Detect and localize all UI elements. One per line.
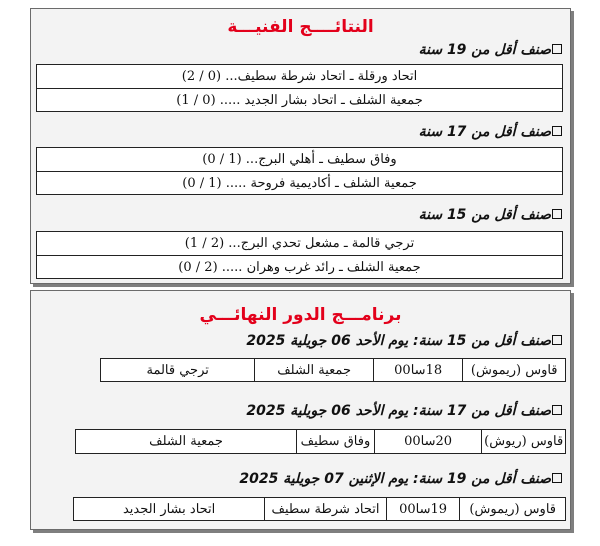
team-away-cell: ترجي قالمة — [146, 362, 209, 378]
result-row: وفاق سطيف ـ أهلي البرج... (1 / 0) — [202, 152, 397, 167]
category-heading: صنف أقل من 17 سنة — [419, 124, 562, 140]
results-panel — [30, 8, 571, 284]
result-row: اتحاد ورقلة ـ اتحاد شرطة سطيف... (0 / 2) — [181, 69, 418, 84]
time-cell: 20سا00 — [374, 430, 482, 453]
venue-cell: قاوس (ريموش) — [462, 359, 565, 381]
checkbox-icon — [552, 405, 562, 415]
result-table — [36, 147, 563, 195]
time-cell: 19سا00 — [386, 498, 460, 520]
result-row: جمعية الشلف ـ رائد غرب وهران ..... (2 / 0) — [37, 255, 562, 278]
team-home-cell: اتحاد شرطة سطيف — [264, 498, 386, 520]
venue-cell: قاوس (ريوش) — [481, 430, 565, 453]
team-home-cell: جمعية الشلف — [254, 359, 372, 381]
results-title: النتائــــج الفنيـــة — [227, 17, 374, 37]
result-row: جمعية الشلف ـ أكاديمية فروحة ..... (1 / 0) — [37, 171, 562, 194]
fixture-table — [100, 358, 566, 382]
venue-cell: قاوس (ريموش) — [459, 498, 565, 520]
time-cell: 18سا00 — [373, 359, 463, 381]
category-heading: صنف أقل من 15 سنة — [419, 207, 562, 223]
checkbox-icon — [552, 44, 562, 54]
final-round-panel — [30, 290, 571, 530]
checkbox-icon — [552, 473, 562, 483]
category-heading: صنف أقل من 19 سنة — [419, 42, 562, 58]
checkbox-icon — [552, 335, 562, 345]
category-heading: صنف أقل من 15 سنة: يوم الأحد 06 جويلية 2025 — [246, 333, 562, 349]
checkbox-icon — [552, 126, 562, 136]
result-row: جمعية الشلف ـ اتحاد بشار الجديد ..... (0 / 1) — [37, 88, 562, 111]
team-home-cell: وفاق سطيف — [296, 430, 374, 453]
checkbox-icon — [552, 209, 562, 219]
final-round-title: برنامـــج الدور النهائـــي — [199, 305, 402, 325]
category-heading: صنف أقل من 17 سنة: يوم الأحد 06 جويلية 2025 — [246, 403, 562, 419]
fixture-table — [75, 429, 566, 454]
result-row: ترجي قالمة ـ مشعل تحدي البرج... (2 / 1) — [184, 236, 415, 251]
result-table — [36, 64, 563, 112]
fixture-table — [73, 497, 566, 521]
team-away-cell: اتحاد بشار الجديد — [122, 501, 216, 517]
result-table — [36, 231, 563, 279]
team-away-cell: جمعية الشلف — [149, 434, 223, 449]
category-heading: صنف أقل من 19 سنة: يوم الإثنين 07 جويلية 2025 — [239, 471, 562, 487]
